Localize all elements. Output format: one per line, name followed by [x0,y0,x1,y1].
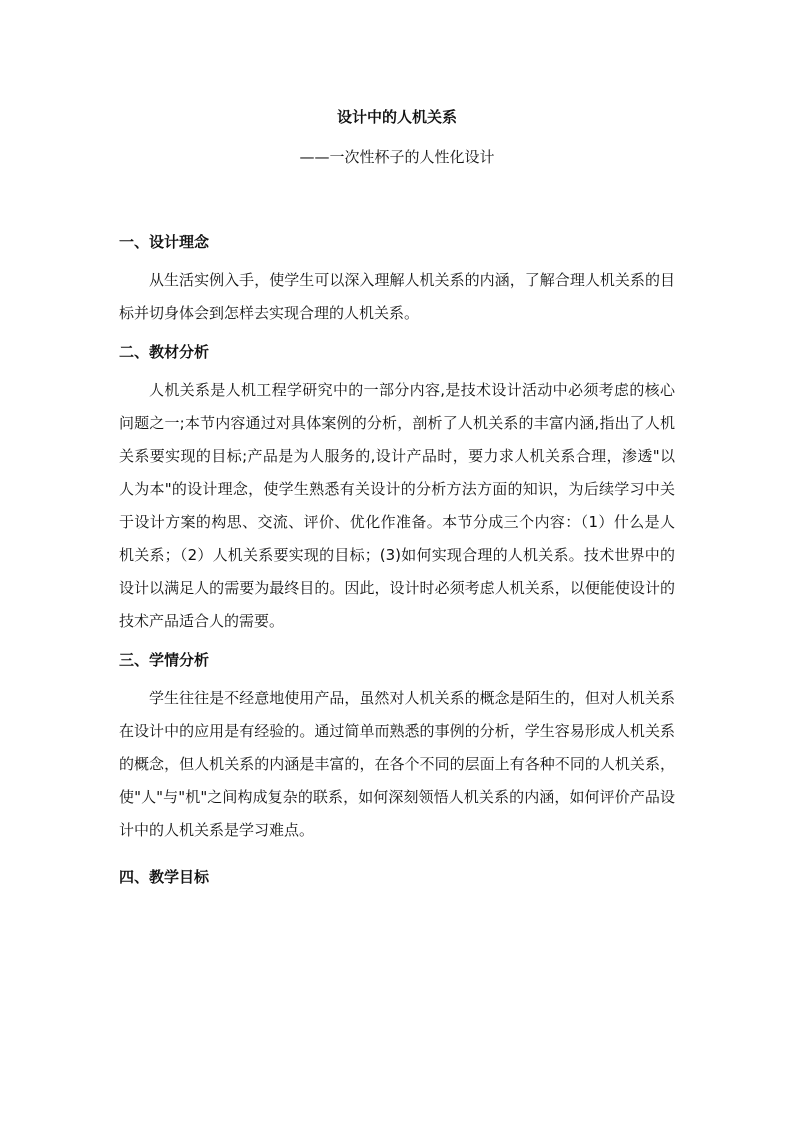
section-paragraph-design-concept: 从生活实例入手，使学生可以深入理解人机关系的内涵，了解合理人机关系的目标并切身体会到怎样去实现合理的人机关系。 [119,271,675,322]
section-heading-teaching-goals: 四、教学目标 [119,868,210,886]
document-body [119,231,675,888]
document-subtitle: ——一次性杯子的人性化设计 [299,148,495,166]
section-paragraph-student-analysis: 学生往往是不经意地使用产品，虽然对人机关系的概念是陌生的，但对人机关系在设计中的应用是有经验的。通过简单而熟悉的事例的分析，学生容易形成人机关系的概念，但人机关系的内涵是丰富的，在各个不同的层面上有各种不同的人机关系，使"人"与"机"之间构成复杂的联系，如何深刻领悟人机关系的内涵，如何评价产品设计中的人机关系是学习难点。 [119,689,675,839]
section-heading-student-analysis: 三、学情分析 [119,651,210,669]
section-heading-design-concept: 一、设计理念 [119,233,210,251]
document-title: 设计中的人机关系 [336,108,457,126]
section-paragraph-textbook-analysis: 人机关系是人机工程学研究中的一部分内容,是技术设计活动中必须考虑的核心问题之一;本节内容通过对具体案例的分析，剖析了人机关系的丰富内涵,指出了人机关系要实现的目标;产品是为人服务的,设计产品时，要力求人机关系合理，渗透"以人为本"的设计理念，使学生熟悉有关设计的分析方法方面的知识，为后续学习中关于设计方案的构思、交流、评价、优化作准备。本节分成三个内容：（1）什么是人机关系；（2）人机关系要实现的目标；(3)如何实现合理的人机关系。技术世界中的设计以满足人的需要为最终目的。因此，设计时必须考虑人机关系，以便能使设计的技术产品适合人的需要。 [119,381,675,630]
section-heading-textbook-analysis: 二、教材分析 [119,343,210,361]
